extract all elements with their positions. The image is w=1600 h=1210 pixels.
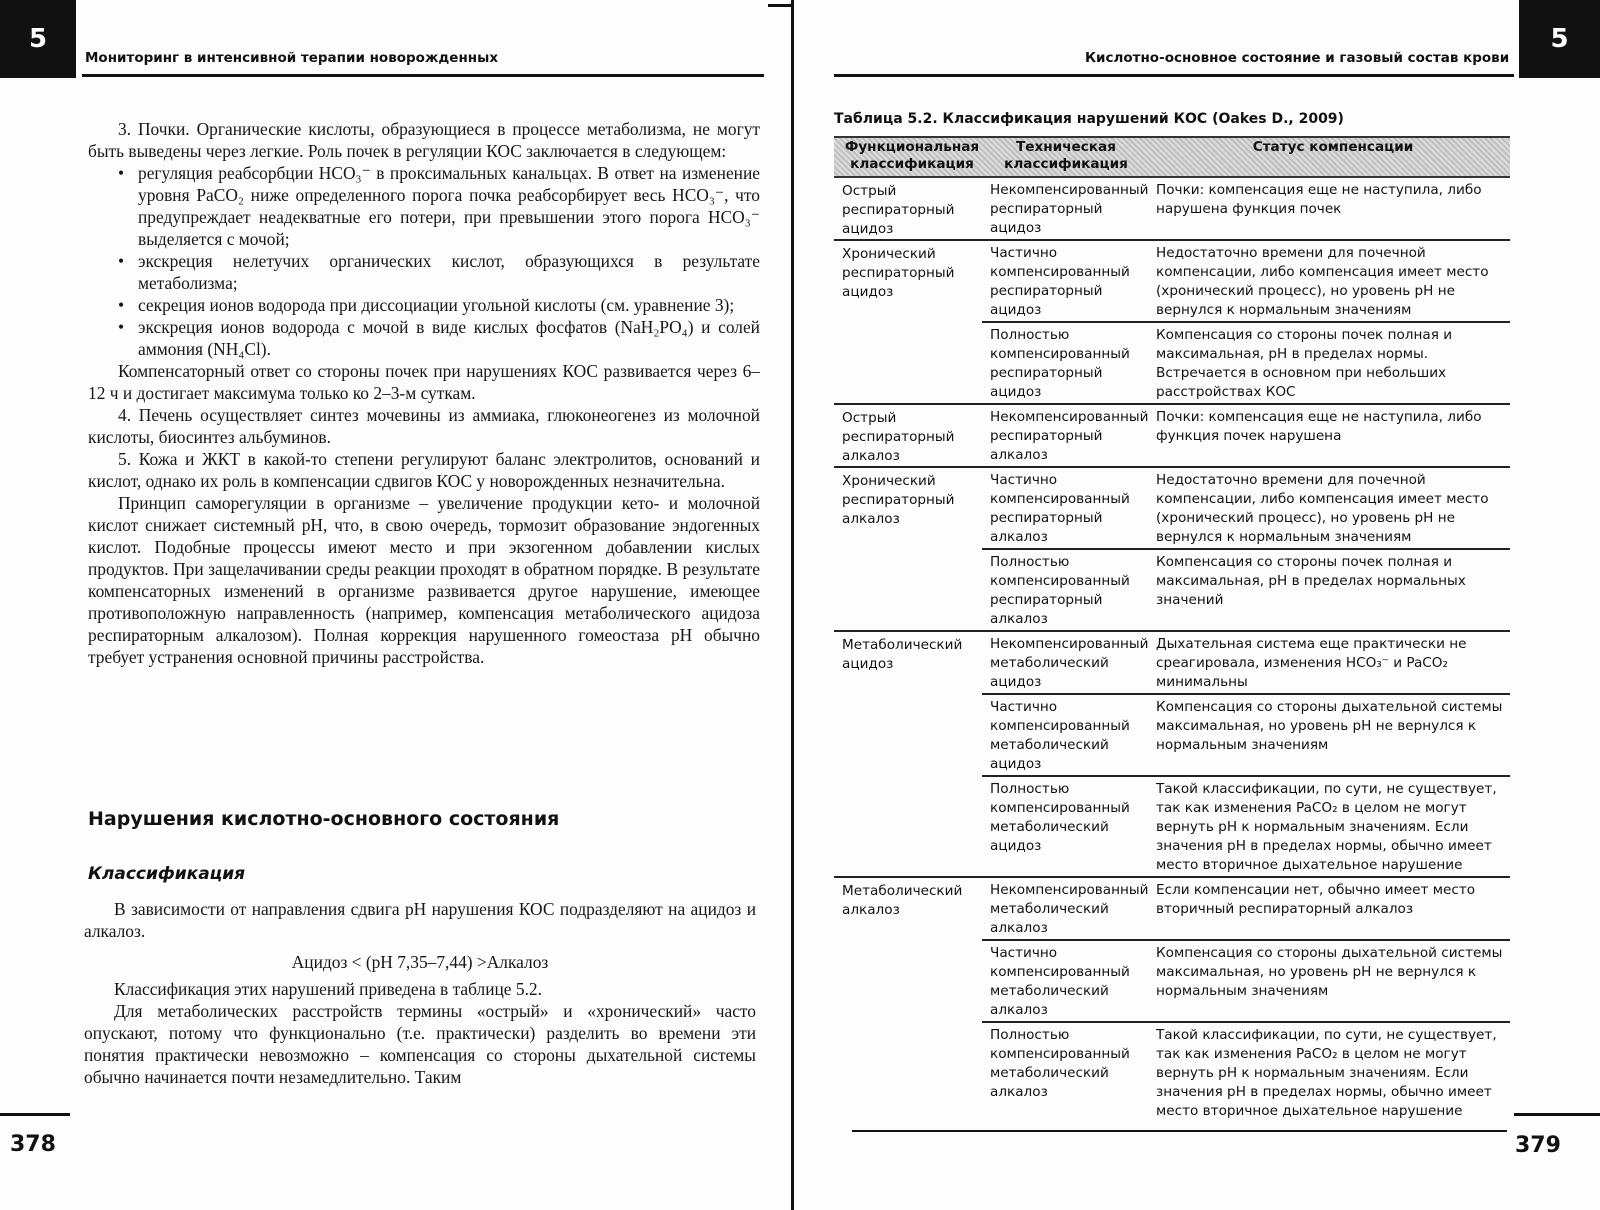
paragraph: 5. Кожа и ЖКТ в какой-то степени регулируют баланс электролитов, оснований и кислот, однако их роль в компенсации сдвигов КОС у новорожденных незначительна. xyxy=(88,449,760,491)
paragraph: В зависимости от направления сдвига pH нарушения КОС подразделяют на ацидоз и алкалоз. xyxy=(84,899,756,941)
table-row xyxy=(982,878,1510,941)
page-number-right: 379 xyxy=(1515,1133,1561,1158)
running-title-left: Мониторинг в интенсивной терапии новорожденных xyxy=(85,50,499,66)
chapter-tab-right: 5 xyxy=(1519,0,1600,78)
functional-cell: Метаболический алкалоз xyxy=(842,883,963,918)
table-row xyxy=(982,632,1510,695)
table-header xyxy=(834,136,1510,178)
paragraph: 4. Печень осуществляет синтез мочевины из аммиака, глюконеогенез из молочной кислоты, биосинтез альбуминов. xyxy=(88,405,760,447)
bullet-item: • регуляция реабсорбции HCO₃⁻ в проксимальных канальцах. В ответ на изменение уровня PaCO₂ ниже определенного порога почка реабсорбирует весь HCO₃⁻, что предупреждает неадекватные его потери, при превышении этого порога HCO₃⁻ выделяется с мочой; xyxy=(88,162,760,250)
footer-rule-right xyxy=(1514,1113,1600,1116)
ph-formula: Ацидоз < (pH 7,35–7,44) >Алкалоз xyxy=(291,952,549,972)
chapter-tab-left: 5 xyxy=(0,0,76,78)
table-row xyxy=(982,405,1510,466)
table-row xyxy=(982,323,1510,403)
functional-cell: Хронический респираторный ацидоз xyxy=(842,246,955,300)
table-row xyxy=(982,241,1510,323)
bullet-item: • экскреция ионов водорода с мочой в виде кислых фосфатов (NaH₂PO₄) и солей аммония (NH₄Cl). xyxy=(88,316,760,360)
functional-cell: Острый респираторный алкалоз xyxy=(842,410,955,464)
status-cell: Дыхательная система еще практически не среагировала, изменения HCO₃⁻ и PaCO₂ минимальны xyxy=(1156,636,1467,690)
bullet-item: • экскреция нелетучих органических кислот, образующихся в результате метаболизма; xyxy=(88,250,760,294)
technical-cell: Некомпенсированный респираторный ацидоз xyxy=(990,182,1149,236)
status-cell: Почки: компенсация еще не наступила, либо нарушена функция почек xyxy=(1156,182,1482,217)
table-group xyxy=(834,632,1510,878)
header-functional: Функциональная классификация xyxy=(844,139,980,172)
table-row xyxy=(982,941,1510,1023)
classification-table xyxy=(834,136,1510,1122)
header-technical: Техническая классификация xyxy=(1004,139,1128,172)
table-group xyxy=(834,405,1510,468)
status-cell: Компенсация со стороны почек полная и максимальная, pH в пределах нормы. Встречается в основном при небольших расстройствах КОС xyxy=(1156,327,1453,400)
functional-cell: Метаболический ацидоз xyxy=(842,637,963,672)
technical-cell: Полностью компенсированный респираторный ацидоз xyxy=(990,327,1130,400)
table-row xyxy=(982,468,1510,550)
status-cell: Почки: компенсация еще не наступила, либо функция почек нарушена xyxy=(1156,409,1482,444)
footer-rule-left xyxy=(0,1113,70,1116)
table-group xyxy=(834,178,1510,241)
table-group xyxy=(834,878,1510,1122)
functional-cell: Острый респираторный ацидоз xyxy=(842,183,955,237)
table-group xyxy=(834,468,1510,632)
technical-cell: Частично компенсированный респираторный алкалоз xyxy=(990,472,1130,545)
technical-cell: Полностью компенсированный респираторный алкалоз xyxy=(990,554,1130,627)
status-cell: Такой классификации, по сути, не существует, так как изменения PaCO₂ в целом не могут вернуть pH к нормальным значениям. Если значения pH в пределах нормы, обычно имеет место вторичное дыхательное нарушение xyxy=(1156,781,1497,873)
table-body xyxy=(834,178,1510,1122)
header-rule-left xyxy=(82,74,764,77)
table-bottom-rule xyxy=(852,1130,1507,1132)
header-status: Статус компенсации xyxy=(1252,139,1414,155)
paragraph: Для метаболических расстройств термины «острый» и «хронический» часто опускают, потому что функционально (т.е. практически) разделить во времени эти понятия практически невозможно – компенсация со стороны дыхательной системы обычно начинается почти незамедлительно. Таким xyxy=(84,1001,756,1087)
status-cell: Недостаточно времени для почечной компенсации, либо компенсация имеет место (хронический процесс), но уровень pH не вернулся к нормальным значениям xyxy=(1156,472,1489,545)
header-rule-right xyxy=(834,74,1514,77)
status-cell: Если компенсации нет, обычно имеет место вторичный респираторный алкалоз xyxy=(1156,882,1476,917)
technical-cell: Частично компенсированный метаболический алкалоз xyxy=(990,945,1130,1018)
page-number-left: 378 xyxy=(10,1132,56,1157)
status-cell: Компенсация со стороны почек полная и максимальная, pH в пределах нормальных значений xyxy=(1156,554,1466,608)
kidney-functions-list xyxy=(88,162,760,360)
paragraph: Классификация этих нарушений приведена в таблице 5.2. xyxy=(114,979,542,999)
status-cell: Недостаточно времени для почечной компенсации, либо компенсация имеет место (хронический процесс), но уровень pH не вернулся к нормальным значениям xyxy=(1156,245,1489,318)
technical-cell: Некомпенсированный метаболический ацидоз xyxy=(990,636,1149,690)
status-cell: Компенсация со стороны дыхательной системы максимальная, но уровень pH не вернулся к нормальным значениям xyxy=(1156,945,1503,999)
technical-cell: Некомпенсированный респираторный алкалоз xyxy=(990,409,1149,463)
paragraph: Принцип саморегуляции в организме – увеличение продукции кето- и молочной кислот снижает системный pH, что, в свою очередь, тормозит образование эндогенных кислот. Подобные процессы имеют место и при экзогенном добавлении кислых продуктов. При защелачивании среды реакции проходят в обратном порядке. В результате компенсаторных изменений в организме развивается другое нарушение, имеющее противоположную направленность (например, компенсация метаболического ацидоза респираторным алкалозом). Полная коррекция нарушенного гомеостаза pH обычно требует устранения основной причины расстройства. xyxy=(88,493,760,667)
status-cell: Компенсация со стороны дыхательной системы максимальная, но уровень pH не вернулся к нормальным значениям xyxy=(1156,699,1503,753)
left-page xyxy=(0,0,792,1210)
bullet-item: • секреция ионов водорода при диссоциации угольной кислоты (см. уравнение 3); xyxy=(88,294,760,316)
table-row xyxy=(982,1023,1510,1122)
running-title-right: Кислотно-основное состояние и газовый состав крови xyxy=(1085,50,1510,66)
table-row xyxy=(982,550,1510,630)
functional-cell: Хронический респираторный алкалоз xyxy=(842,473,955,527)
table-row xyxy=(982,777,1510,876)
table-row xyxy=(982,695,1510,777)
table-group xyxy=(834,241,1510,405)
subsection-heading: Классификация xyxy=(88,864,246,884)
paragraph: Компенсаторный ответ со стороны почек при нарушениях КОС развивается через 6–12 ч и достигает максимума только ко 2–3-м суткам. xyxy=(88,361,760,403)
left-body-text xyxy=(88,118,760,668)
technical-cell: Полностью компенсированный метаболический ацидоз xyxy=(990,781,1130,854)
technical-cell: Полностью компенсированный метаболический алкалоз xyxy=(990,1027,1130,1100)
table-caption: Таблица 5.2. Классификация нарушений КОС (Oakes D., 2009) xyxy=(834,111,1344,127)
status-cell: Такой классификации, по сути, не существует, так как изменения PaCO₂ в целом не могут вернуть pH к нормальным значениям. Если значения pH в пределах нормы, обычно имеет место вторичное дыхательное нарушение xyxy=(1156,1027,1497,1119)
section-heading: Нарушения кислотно-основного состояния xyxy=(88,808,560,830)
paragraph: 3. Почки. Органические кислоты, образующиеся в процессе метаболизма, не могут быть выведены через легкие. Роль почек в регуляции КОС заключается в следующем: xyxy=(88,119,760,161)
technical-cell: Частично компенсированный метаболический ацидоз xyxy=(990,699,1130,772)
technical-cell: Некомпенсированный метаболический алкалоз xyxy=(990,882,1149,936)
table-row xyxy=(982,178,1510,239)
technical-cell: Частично компенсированный респираторный ацидоз xyxy=(990,245,1130,318)
left-body-text-2 xyxy=(84,898,756,1088)
